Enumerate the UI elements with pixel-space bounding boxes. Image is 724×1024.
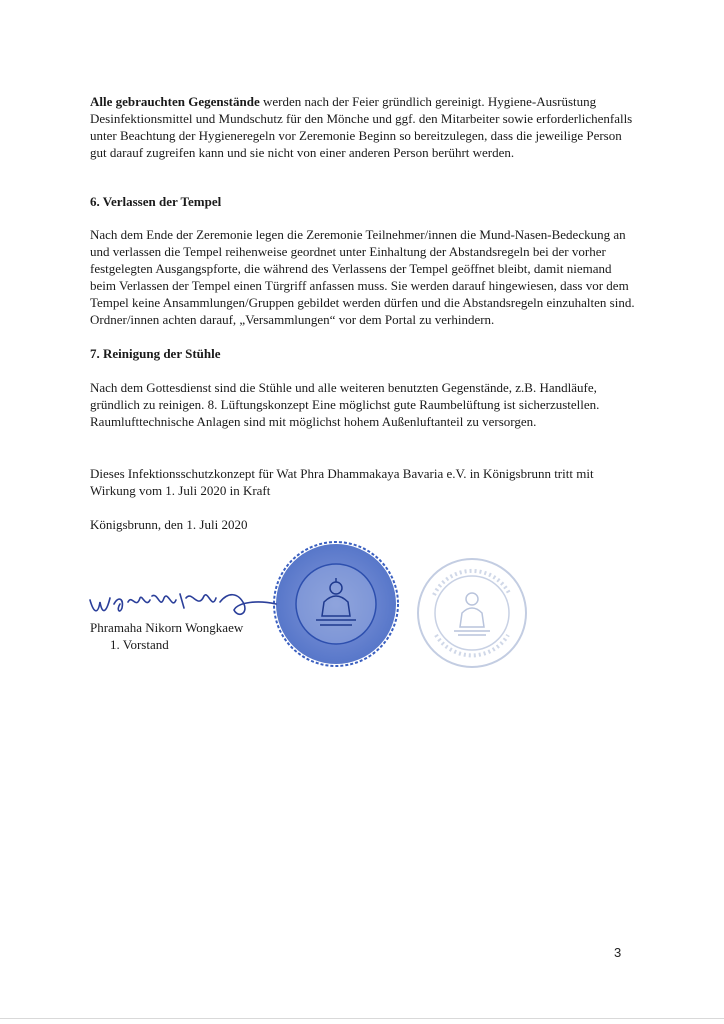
signer-title: 1. Vorstand (110, 637, 169, 652)
handwritten-signature-icon (88, 580, 278, 624)
place-date: Königsbrunn, den 1. Juli 2020 (90, 517, 248, 532)
closing-paragraph: Dieses Infektionsschutzkonzept für Wat Phra Dhammakaya Bavaria e.V. in Königsbrunn tritt mit Wirkung vom 1. Juli 2020 in Kraft (90, 466, 594, 498)
hygiene-text: werden nach der Feier gründlich gereinigt. Hygiene-Ausrüstung Desinfektionsmittel und Mundschutz für den Mönche und ggf. den Mitarbeiter sowie erforderlichenfalls unter Beachtung der Hygieneregeln vor Zeremonie Beginn so bereitzulegen, dass die jeweilige Person gut darauf zugreifen kann und sie nicht von einer anderen Person berührt werden. (90, 94, 633, 160)
section-7-heading: 7. Reinigung der Stühle (90, 346, 221, 361)
section-7-text: Nach dem Gottesdienst sind die Stühle und alle weiteren benutzten Gegenstände, z.B. Handläufe, gründlich zu reinigen. 8. Lüftungskonzept Eine möglichst gute Raumbelüftung ist sicherzustellen. Raumlufttechnische Anlagen sind mit möglichst hohem Außenluftanteil zu versorgen. (90, 380, 600, 429)
page-number: 3 (614, 945, 622, 960)
signer-name: Phramaha Nikorn Wongkaew (90, 620, 244, 635)
section-6-text: Nach dem Ende der Zeremonie legen die Zeremonie Teilnehmer/innen die Mund-Nasen-Bedeckung an und verlassen die Tempel reihenweise geordnet unter Einhaltung der Abstandsregeln bei der vorher festgelegten Ausgangspforte, die während des Verlassens der Tempel geöffnet bleibt, damit niemand beim Verlassen der Tempel einen Türgriff anfassen muss. Sie werden darauf hingewiesen, dass vor dem Tempel keine Ansammlungen/Gruppen gebildet werden dürfen und die Abstandsregeln einzuhalten sind. Ordner/innen achten darauf, „Versammlungen“ vor dem Portal zu verhindern. (90, 227, 635, 327)
section-6-heading: 6. Verlassen der Tempel (90, 194, 222, 209)
hygiene-lead: Alle gebrauchten Gegenstände (90, 94, 260, 109)
page-edge-divider (0, 1018, 724, 1019)
temple-seal-stamp-icon (270, 538, 402, 670)
hygiene-paragraph (90, 93, 638, 161)
faded-temple-seal-stamp-icon (414, 555, 530, 671)
